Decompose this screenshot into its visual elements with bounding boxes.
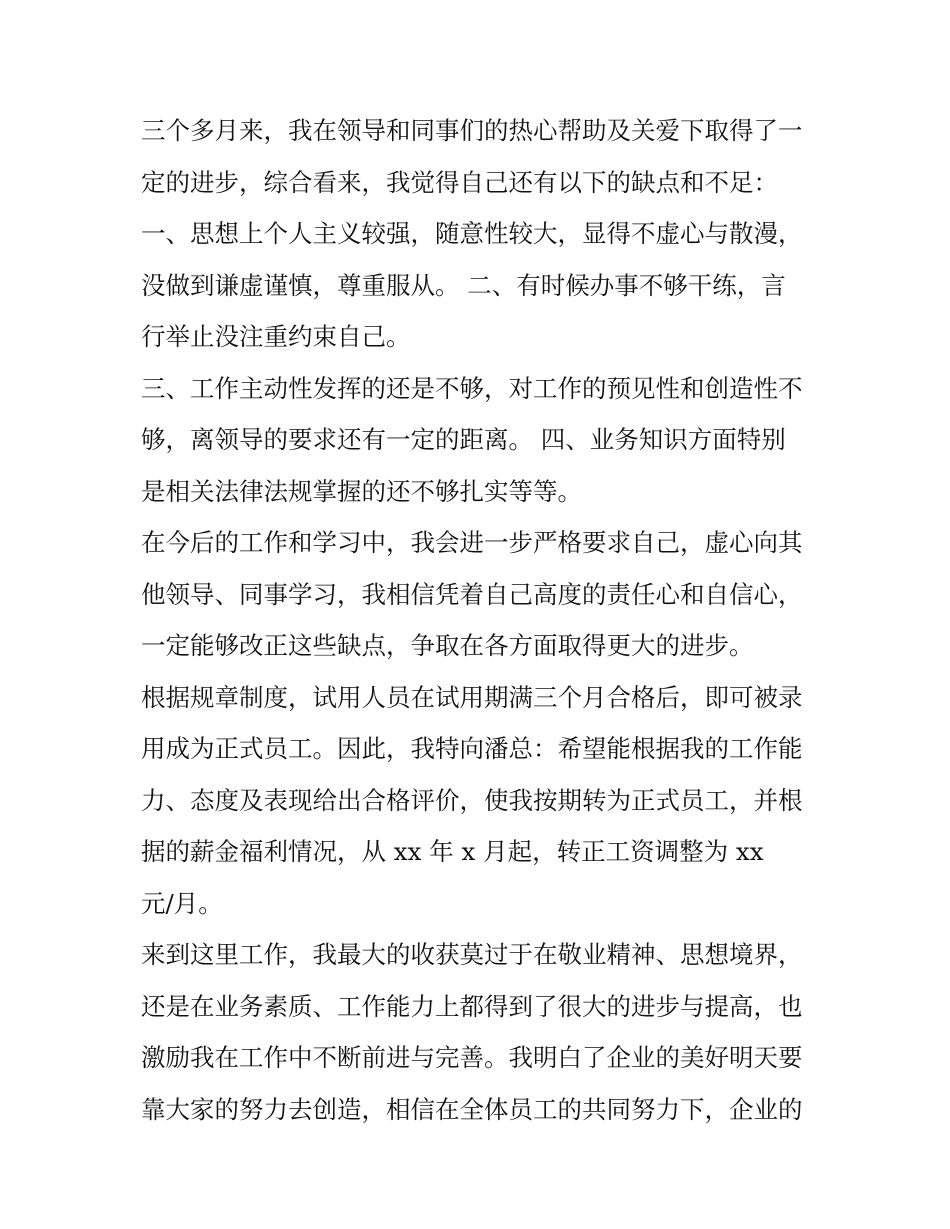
text-line: 没做到谦虚谨慎，尊重服从。 二、有时候办事不够干练，言 xyxy=(141,270,786,300)
text-line: 力、态度及表现给出合格评价，使我按期转为正式员工，并根 xyxy=(141,785,803,815)
text-line: 还是在业务素质、工作能力上都得到了很大的进步与提高，也 xyxy=(141,991,803,1021)
text-line: 元/月。 xyxy=(141,888,223,918)
text-line: 行举止没注重约束自己。 xyxy=(141,322,411,351)
text-line: 激励我在工作中不断前进与完善。我明白了企业的美好明天要 xyxy=(141,1043,803,1072)
text-line: 用成为正式员工。因此，我特向潘总：希望能根据我的工作能 xyxy=(141,734,803,763)
text-line: 够，离领导的要求还有一定的距离。 四、业务知识方面特别 xyxy=(141,425,786,454)
document-body xyxy=(141,105,821,1135)
text-line: 是相关法律法规掌握的还不够扎实等等。 xyxy=(141,476,582,506)
text-line: 来到这里工作，我最大的收获莫过于在敬业精神、思想境界， xyxy=(141,940,803,969)
text-line: 三个多月来，我在领导和同事们的热心帮助及关爱下取得了一 xyxy=(141,116,803,145)
text-line: 定的进步，综合看来，我觉得自己还有以下的缺点和不足： xyxy=(141,167,778,197)
text-line: 在今后的工作和学习中，我会进一步严格要求自己，虚心向其 xyxy=(141,528,803,557)
text-line: 根据规章制度，试用人员在试用期满三个月合格后，即可被录 xyxy=(141,682,803,712)
text-line: 靠大家的努力去创造，相信在全体员工的共同努力下，企业的 xyxy=(141,1094,803,1124)
text-line: 据的薪金福利情况，从 xx 年 x 月起，转正工资调整为 xx xyxy=(141,837,764,866)
text-line: 他领导、同事学习，我相信凭着自己高度的责任心和自信心， xyxy=(141,579,803,609)
text-line: 一、思想上个人主义较强，随意性较大，显得不虚心与散漫， xyxy=(141,219,803,248)
text-line: 一定能够改正这些缺点，争取在各方面取得更大的进步。 xyxy=(141,631,754,660)
text-line: 三、工作主动性发挥的还是不够，对工作的预见性和创造性不 xyxy=(141,373,803,403)
